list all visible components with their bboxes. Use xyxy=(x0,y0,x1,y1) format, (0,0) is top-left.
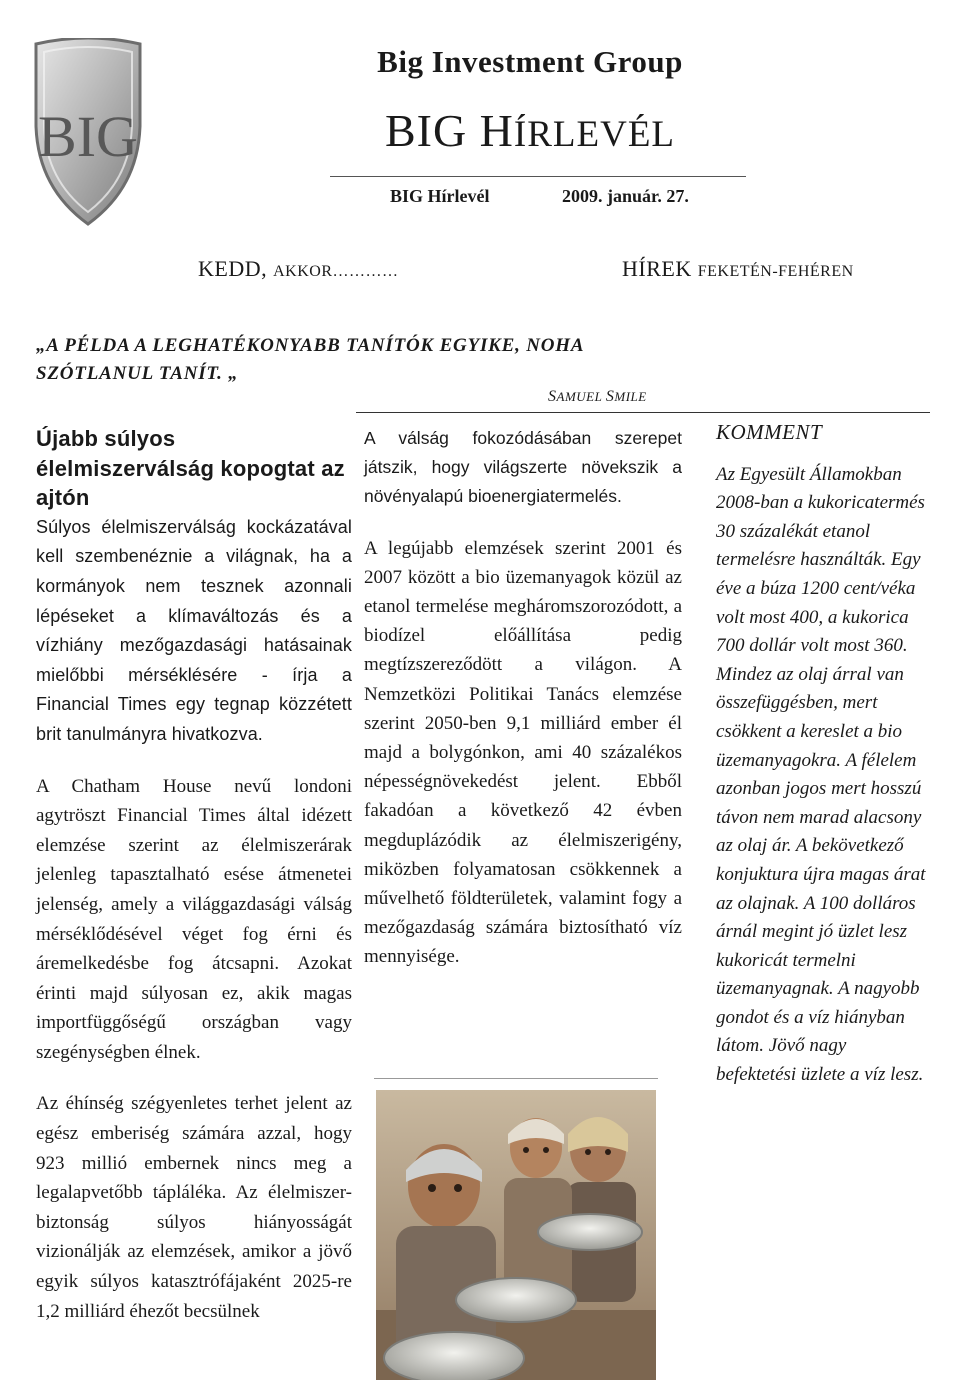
author-rest-2: MILE xyxy=(614,389,647,404)
section-header-right xyxy=(622,256,854,282)
article-column-1 xyxy=(36,424,352,1326)
section-left-main: KEDD, xyxy=(198,256,274,281)
issue-date: 2009. január. 27. xyxy=(562,186,689,206)
article-paragraph-5: A legújabb elemzések szerint 2001 és 2007 között a bio üzemanyagok közül az etanol termelése megháromszorozódott, a biodízel előállítása pedig megtízszereződött a világon. A Nemzetközi Politikai Tanács elemzése szerint 2050-ben 9,1 milliárd ember él majd a bolygónkon, ami 40 százalékos népességnövekedést jelent. Ebből fakadóan a következő 42 évben megduplázódik az élelmiszerigény, miközben folyamatosan csökkennek a művelhető földterületek, valamint fogy a mezőgazdaság számára biztosítható víz mennyisége. xyxy=(364,537,682,968)
comment-text: Az Egyesült Államokban 2008-ban a kukoricatermés 30 százalékát etanol termelésre használták. Egy éve a búza 1200 cent/véka volt most 400, a kukorica 700 dollár volt most 360. Mindez az olaj árral van összefüggésben, mert csökkent a kereslet a bio üzemanyagokra. A félelem azonban jogos mert hosszú távon nem marad alacsony az olaj ár. A bekövetkező konjuktura újra magas árat az olajnak. A 100 dolláros árnál megint jó üzlet lesz kukoricát termelni üzemanyagnak. A nagyobb gondot és a víz hiányban látom. Jövő nagy befektetési üzlete a víz lesz. xyxy=(716,463,926,1086)
children-photo xyxy=(376,1090,656,1380)
article-paragraph-3: Az éhínség szégyenletes terhet jelent az egész emberiség számára azzal, hogy 923 millió embernek nincs meg a legalapvetőbb tápláléka. Az élelmiszer-biztonság súlyos hiányosságát vizionálják az elemzések, amikor a jövő egyik súlyos katasztrófájaként 2025-re 1,2 milliárd éhezőt becsülnek xyxy=(36,1093,352,1322)
article-column-2 xyxy=(364,424,682,972)
quote-author xyxy=(548,388,647,406)
article-paragraph-4: A válság fokozódásában szerepet játszik, hogy világszerte növekszik a növényalapú bioenergiatermelés. xyxy=(364,428,682,507)
section-right-main: HÍREK xyxy=(622,256,698,281)
quote-text: „A PÉLDA A LEGHATÉKONYABB TANÍTÓK EGYIKE, NOHA SZÓTLANUL TANÍT. „ xyxy=(36,335,584,384)
masthead-divider xyxy=(330,176,746,177)
comment-column xyxy=(716,418,926,1090)
author-initial-2: S xyxy=(605,388,615,405)
issue-name: BIG Hírlevél xyxy=(390,186,490,206)
svg-text:BIG: BIG xyxy=(38,104,138,169)
title-smallcaps: ÍRLEVÉL xyxy=(513,114,676,155)
section-header-left xyxy=(198,256,399,282)
article-paragraph-2: A Chatham House nevű londoni agytröszt Financial Times által idézett elemzése szerint az élelmiszerárak jelenleg tapasztalható esése átmenetei jelenség, amely a világgazdasági válság mérséklődésével véget fog érni és áremelkedésbe fog átcsapni. Azokat érinti majd súlyosan ez, akik magas importfüggőségű országban vagy szegénységben élnek. xyxy=(36,775,352,1063)
newsletter-title xyxy=(300,104,760,157)
author-rest-1: AMUEL xyxy=(556,389,606,404)
photo-divider xyxy=(374,1078,658,1079)
section-right-small: FEKETÉN-FEHÉREN xyxy=(697,263,854,280)
article-paragraph-1: Súlyos élelmiszerválság kockázatával kell szembenéznie a világnak, ha a kormányok nem tesznek azonnali lépéseket a klímaváltozás és a vízhiány mezőgazdasági hatásainak mielőbbi mérséklésére - írja a Financial Times egy tegnap közzétett brit tanulmányra hivatkozva. xyxy=(36,516,352,744)
title-main: BIG H xyxy=(384,105,514,156)
quote-divider xyxy=(356,412,930,413)
author-initial-1: S xyxy=(548,388,557,405)
big-logo xyxy=(28,38,148,228)
article-headline: Újabb súlyos élelmiszerválság kopogtat az ajtón xyxy=(36,426,345,511)
comment-heading: KOMMENT xyxy=(716,420,823,444)
section-left-small: AKKOR………… xyxy=(273,263,399,280)
company-name: Big Investment Group xyxy=(377,44,683,79)
